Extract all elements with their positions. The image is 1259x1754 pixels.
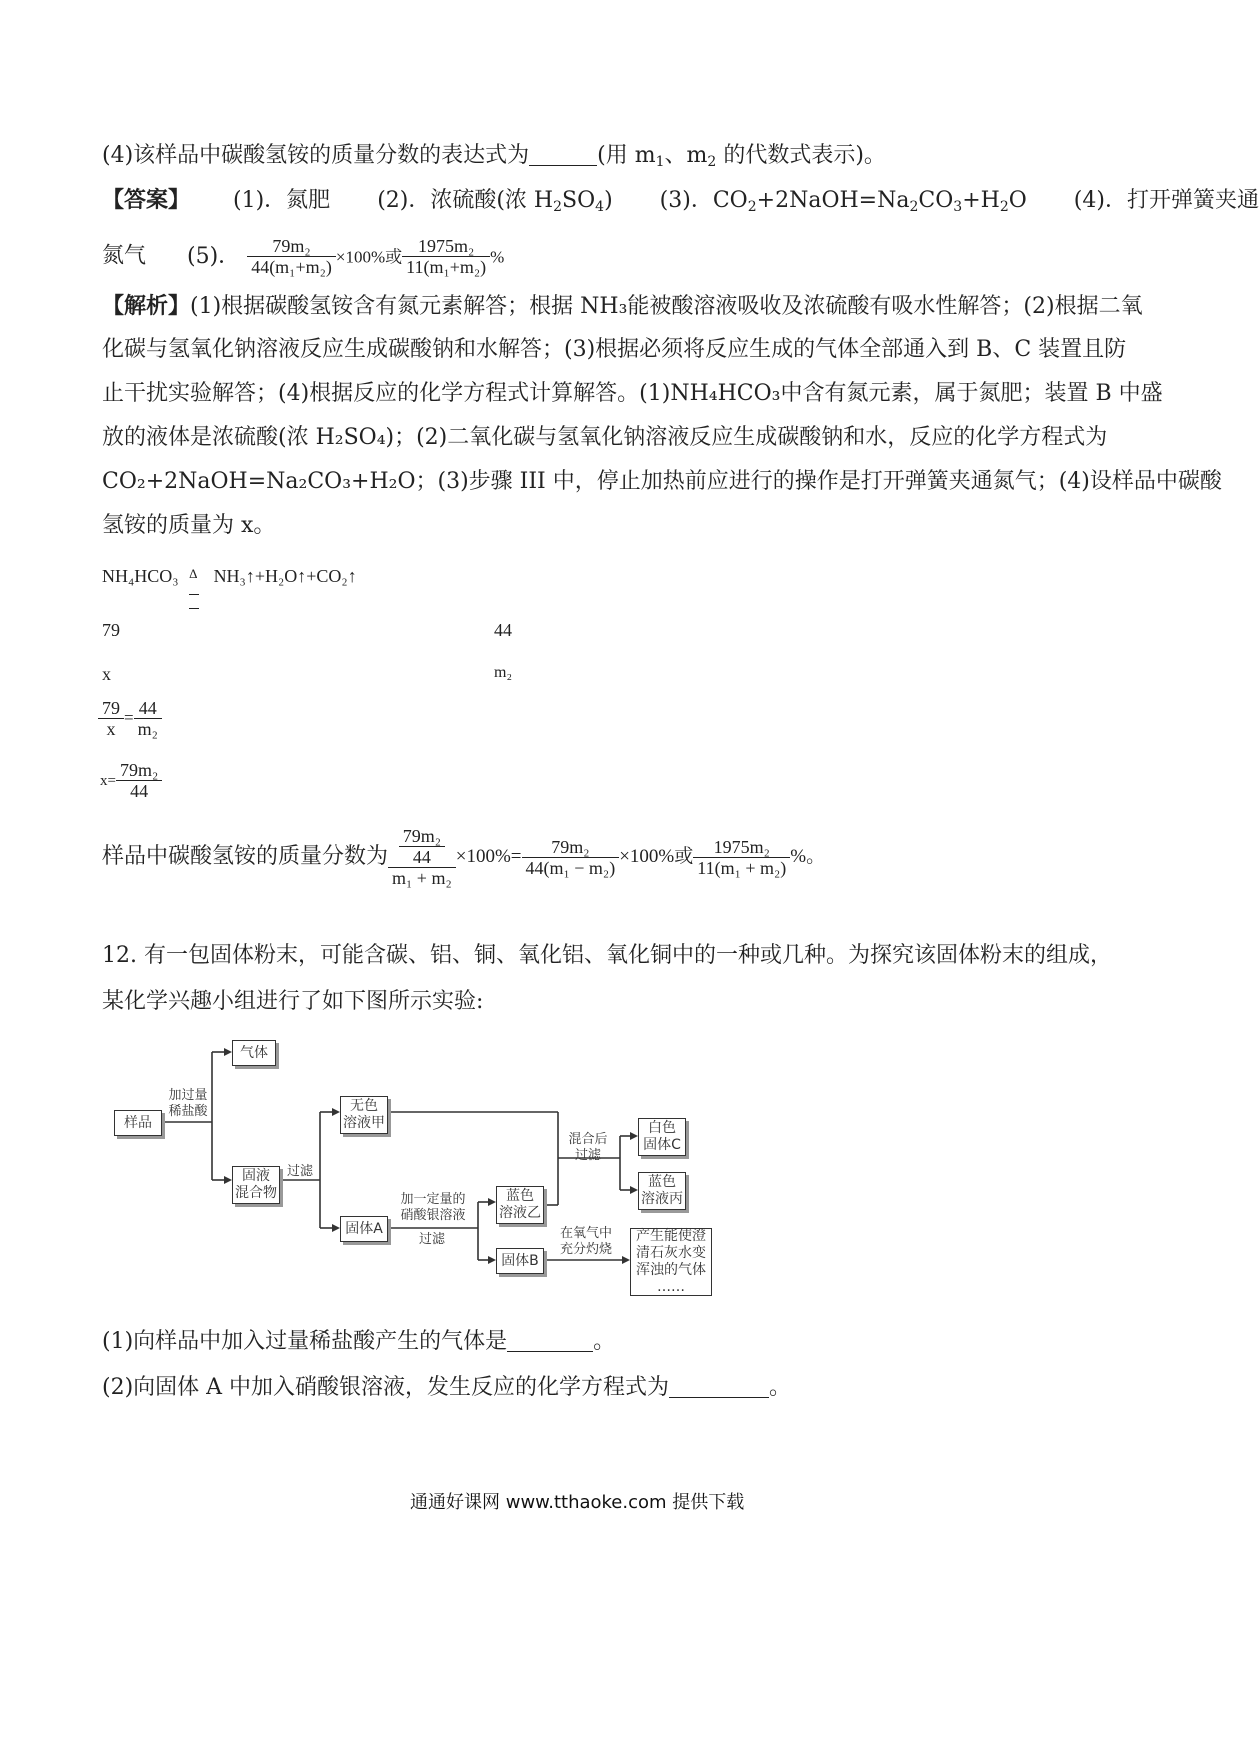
- gas-box: 气体: [232, 1040, 276, 1066]
- answer-fraction-2: $\frac{\text{1975m₂}}{\text{11(m₁+m₂)}}$: [402, 236, 490, 277]
- products: NH₃↑+H₂O↑+CO₂↑: [213, 566, 357, 586]
- reactant: NH₄HCO₃: [102, 566, 179, 586]
- sub-question-2: (2)向固体 A 中加入硝酸银溶液，发生反应的化学方程式为 。: [102, 1375, 792, 1400]
- question-12-line-2: 某化学兴趣小组进行了如下图所示实验:: [102, 989, 484, 1014]
- answer-fraction-1: $\frac{\text{79m₂}}{\text{44(m₁+m₂)}}$: [247, 236, 336, 277]
- answer-tag: 【答案】: [102, 187, 191, 213]
- mass-fraction-line: 样品中碳酸氢铵的质量分数为 $\frac{\frac{\text{79m₂}}{44}}{\text{m₁ + m₂}}$ ×100%= $\frac{\text{79m₂}}{\text{44(m₁ − m₂)}}$ ×100%或 $\frac{\text{1975m₂}}{\text{11(m₁ + m₂)}}$ %。: [102, 826, 826, 888]
- filter-label-2: 过滤: [418, 1232, 445, 1247]
- sample-box: 样品: [114, 1110, 162, 1136]
- add-hcl-label: 加过量 稀盐酸: [168, 1088, 208, 1119]
- q4-prefix: (4)该样品中碳酸氢铵的质量分数的表达式为: [102, 143, 530, 168]
- question-4-line: (4)该样品中碳酸氢铵的质量分数的表达式为 (用 $m_1$、$m_2$ 的代数式表示)。: [102, 143, 886, 170]
- blue-solution-b-box: 蓝色 溶液乙: [496, 1186, 544, 1224]
- question-12-line-1: 12. 有一包固体粉末，可能含碳、铝、铜、氧化铝、氧化铜中的一种或几种。为探究该固体粉末的组成，: [102, 943, 1112, 968]
- sub-question-1: (1)向样品中加入过量稀盐酸产生的气体是 。: [102, 1329, 616, 1354]
- answer-line: 【答案】 (1)．氮肥 (2)．浓硫酸(浓 $H_2SO_4$) (3)．$CO_2+2NaOH=Na_2CO_3+H_2O$ (4)．打开弹簧夹通: [102, 187, 1259, 215]
- answer-line-2: 氮气 (5)． $\frac{\text{79m₂}}{\text{44(m₁+m₂)}}$ ×100%或 $\frac{\text{1975m₂}}{\text{11(m₁+m₂)}}$ %: [102, 236, 505, 277]
- solid-b-box: 固体B: [496, 1248, 544, 1274]
- mw-reactant: 79: [102, 620, 120, 640]
- colorless-solution-box: 无色 溶液甲: [340, 1096, 388, 1134]
- analysis-line-5: CO₂+2NaOH=Na₂CO₃+H₂O；(3)步骤 III 中，停止加热前应进行的操作是打开弹簧夹通氮气；(4)设样品中碳酸: [102, 469, 1222, 494]
- answer-blank: [669, 1375, 769, 1398]
- var-x: x: [102, 664, 111, 684]
- white-solid-c-box: 白色 固体C: [638, 1118, 686, 1156]
- analysis-line-1: 【解析】(1)根据碳酸氢铵含有氮元素解答；根据 NH₃能被酸溶液吸收及浓硫酸有吸水性解答；(2)根据二氧: [102, 293, 1143, 319]
- analysis-line-3: 止干扰实验解答；(4)根据反应的化学方程式计算解答。(1)NH₄HCO₃中含有氮元素，属于氮肥；装置 B 中盛: [102, 381, 1163, 406]
- burn-in-oxygen-label: 在氧气中 充分灼烧: [559, 1226, 612, 1257]
- filter-label-1: 过滤: [286, 1164, 313, 1179]
- result-box: 产生能使澄 清石灰水变 浑浊的气体 ……: [630, 1228, 712, 1296]
- answer-blank: [529, 143, 597, 166]
- answer-blank: [507, 1329, 593, 1352]
- compound-fraction: $\frac{\frac{\text{79m₂}}{44}}{\text{m₁ + m₂}}$: [388, 826, 456, 888]
- solid-liquid-mixture-box: 固液 混合物: [232, 1166, 280, 1204]
- chemical-equation: NH₄HCO₃ Δ NH₃↑+H₂O↑+CO₂↑: [102, 566, 357, 587]
- experiment-flow-diagram: [100, 1030, 740, 1310]
- ratio-equation: $\frac{79}{x}$ = $\frac{44}{\text{m₂}}$: [98, 698, 162, 739]
- solid-a-box: 固体A: [340, 1216, 388, 1242]
- var-m2: m₂: [494, 664, 513, 681]
- analysis-line-2: 化碳与氢氧化钠溶液反应生成碳酸钠和水解答；(3)根据必须将反应生成的气体全部通入到 B、C 装置且防: [102, 337, 1127, 362]
- x-solution: x= $\frac{\text{79m₂}}{44}$: [100, 760, 162, 801]
- analysis-line-4: 放的液体是浓硫酸(浓 H₂SO₄)；(2)二氧化碳与氢氧化钠溶液反应生成碳酸钠和水，反应的化学方程式为: [102, 425, 1108, 450]
- footer-text: 通通好课网 www.tthaoke.com 提供下载: [410, 1492, 745, 1513]
- blue-solution-c-box: 蓝色 溶液丙: [638, 1172, 686, 1210]
- add-agno3-label: 加一定量的 硝酸银溶液: [400, 1192, 466, 1223]
- mw-co2: 44: [494, 620, 512, 640]
- analysis-line-6: 氢铵的质量为 x。: [102, 513, 276, 538]
- analysis-tag: 【解析】: [102, 293, 191, 319]
- mix-filter-label: 混合后 过滤: [568, 1132, 608, 1163]
